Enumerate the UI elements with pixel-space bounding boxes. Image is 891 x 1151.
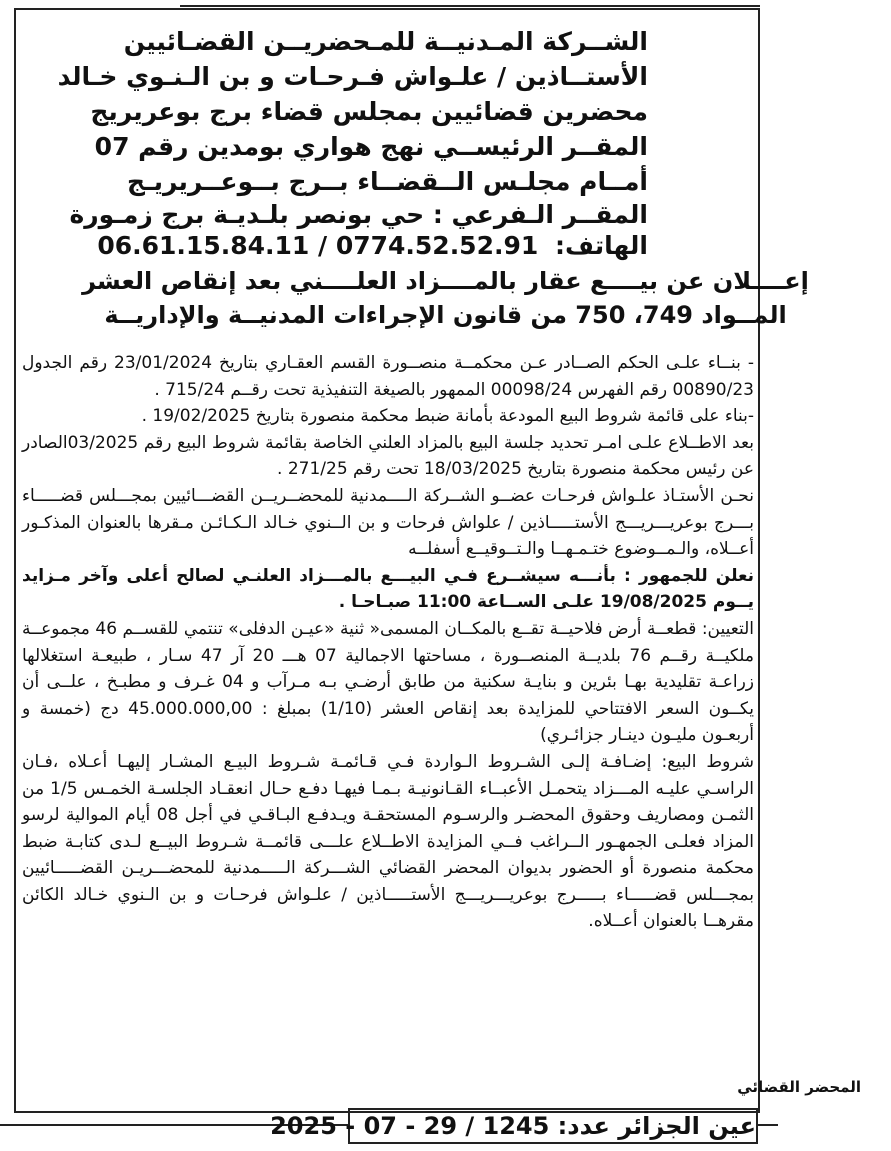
header-line-location: أمــام مجلـس الــقضــاء بــرج بــوعــريريـج <box>127 167 648 196</box>
footer-rule-right <box>758 1108 778 1126</box>
header-line-bailiffs: الأستــاذين / علـواش فـرحـات و بن الـنـوي خـالد <box>57 62 648 91</box>
announcement-title: إعــــلان عن بيــــع عقار بالمــــزاد العلــــني بعد إنقاص العشر <box>82 267 809 295</box>
announcement-subtitle: المــواد 749، 750 من قانون الإجراءات المدنيــة والإداريــة <box>104 301 787 329</box>
paragraph-conditions-list: -بناء على قائمة شروط البيع المودعة بأمانة ضبط محكمة منصورة بتاريخ 19/02/2025 . <box>141 406 754 427</box>
header-line-company: الشــركة المـدنيــة للمـحضريــن القضـائيين <box>123 27 648 56</box>
header-phone <box>97 231 648 261</box>
header-line-branch: المقــر الـفرعي : حي بونصر بلـديـة برج زمـورة <box>69 200 648 229</box>
header-line-headquarters: المقــر الرئيســي نهج هواري بومدين رقم 07 <box>94 132 648 161</box>
publication-reference: عين الجزائر عدد: 1245 / 29 - 07 - 2025 <box>348 1108 758 1144</box>
announcement-body <box>22 350 754 935</box>
phone-label: الهاتف: <box>554 231 648 260</box>
paragraph-sale-order: بعد الاطــلاع علـى امـر تحديد جلسة البيع بالمزاد العلني الخاصة بقائمة شروط البيع رقم 03/2025الصادر عن رئيس محكمة منصورة بتاريخ 18/03/2025 تحت رقم 271/25 . <box>22 432 754 480</box>
signature-label: المحضر القضائي <box>737 1078 861 1096</box>
phone-numbers: 06.61.15.84.11 / 0774.52.52.91 <box>97 231 539 260</box>
top-rule <box>180 0 760 7</box>
paragraph-judgment: - بنــاء علـى الحكم الصــادر عـن محكمــة منصــورة القسم العقـاري بتاريخ 23/01/2024 رقم الجدول 00890/23 رقم الفهرس 00098/24 الممهور بالصيغة التنفيذية تحت رقــم 715/24 . <box>22 353 754 400</box>
paragraph-notice: نعلن للجمهور : بأنـــه سيشــرع فـي البيـــع بالمـــزاد العلنـي لصالح أعلى وآخر مـزايد يــوم 19/08/2025 علـى الســاعة 11:00 صبـاحـا . <box>22 565 754 613</box>
paragraph-designation: التعيين: قطعــة أرض فلاحيــة تقــع بالمكــان المسمى« ثنية «عيـن الدفلى» تنتمي للقســم 46 مجموعــة ملكيــة رقــم 76 بلديــة المنصــورة ، مساحتها الاجمالية 07 هـــ 20 آر 47 سـار ، طبيعـة استغلالها زراعـة تقليدية بهـا بئرين و بنايـة سكنية من طابق أرضـي بـه مـرآب و 04 غـرف و مطبـخ ، علــى أن يكــون السعر الافتتاحي للمزايدة بعد إنقاص العشر (1/10) بمبلغ : 45.000.000,00 دج (خمسة و أربعـون مليـون دينـار جزائـري) <box>22 618 755 746</box>
paragraph-sale-terms: شروط البيع: إضـافـة إلـى الشـروط الـواردة فـي قـائمـة شـروط البيـع المشـار إليهـا أعـلاه ،فـان الراسـي عليـه المـــزاد يتحمـل الأعبــاء القـانونيـة بـمـا فيهـا دفـع حـال انعقـاد الجلسـة الخمـس 1/5 من الثمـن ومصاريف وحقوق المحضـر والرسـوم المستحقـة ويـدفـع البـاقـي في أجل 08 أيام الموالية لرسو المزاد فعلـى الجمهـور الــراغب فــي المزايدة الاطــلاع علـــى قائمــة شـروط البيــع لـدى كتابـة ضبط محكمة منصورة أو الحضور بديوان المحضر القضائي الشـــركة الـــــمدنية للمحضـــريـن القضـــــائيين بمجـــلس قضـــــاء بـــــرج بوعريـــريـــج الأستـــــاذين / علـواش فرحـات و بن الـنوي خـالد الكائن مقرهــا بالعنوان أعــلاه. <box>22 751 755 932</box>
paragraph-bailiff: نحـن الأستـاذ علـواش فرحـات عضــو الشــركة الــــمدنية للمحضــريــن القضـــائيين بمجـــلس قضـــــاء بـــرج بوعريـــريـــج الأستـــــاذين / علواش فرحات و بن الــنوي خـالد الـكـائـن مـقرها بالعنوان المذكـور أعــلاه، والـمــوضوع ختـمـهــا والـتــوقيــع أسفلــه <box>22 485 754 560</box>
header-line-court: محضرين قضائيين بمجلس قضاء برج بوعريريج <box>90 97 648 126</box>
